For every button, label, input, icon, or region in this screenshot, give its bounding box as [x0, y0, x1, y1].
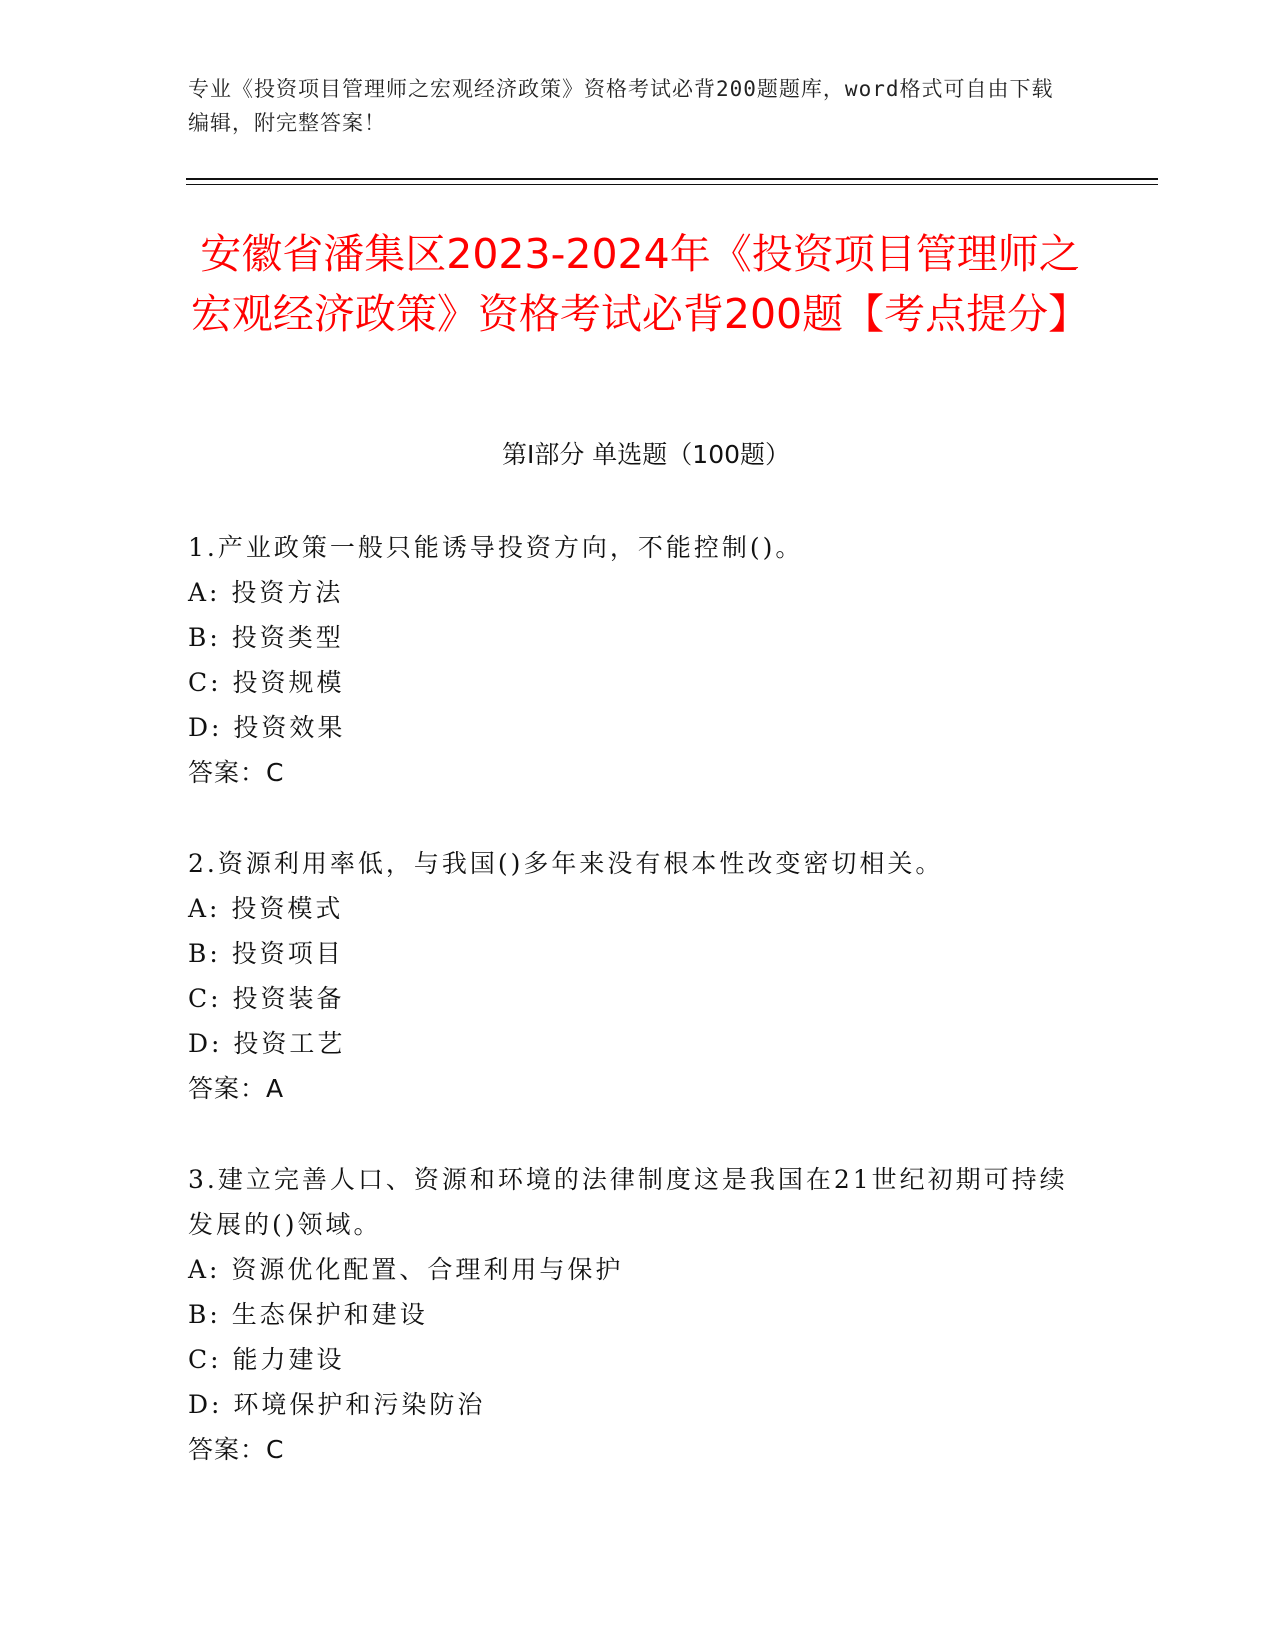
section-heading: 第Ⅰ部分 单选题（100题）	[501, 440, 791, 469]
option-c: C: 投资规模	[188, 668, 345, 697]
header-divider-thin	[186, 184, 1158, 185]
option-c: C: 投资装备	[188, 984, 345, 1013]
option-b: B: 投资项目	[188, 939, 344, 968]
header-divider-thick	[186, 178, 1158, 180]
option-a: A: 投资方法	[188, 578, 344, 607]
question-stem: 2.资源利用率低，与我国()多年来没有根本性改变密切相关。	[188, 849, 944, 878]
question-2	[188, 841, 1088, 1111]
option-d: D: 投资工艺	[188, 1029, 346, 1058]
option-a: A: 投资模式	[188, 894, 344, 923]
question-stem: 3.建立完善人口、资源和环境的法律制度这是我国在21世纪初期可持续发展的()领域。	[188, 1165, 1068, 1239]
header-note: 专业《投资项目管理师之宏观经济政策》资格考试必背200题题库，word格式可自由下载编辑，附完整答案！	[188, 77, 1054, 135]
answer: 答案：A	[188, 1074, 285, 1103]
option-b: B: 生态保护和建设	[188, 1300, 428, 1329]
option-b: B: 投资类型	[188, 623, 344, 652]
option-d: D: 环境保护和污染防治	[188, 1390, 486, 1419]
option-a: A: 资源优化配置、合理利用与保护	[188, 1255, 624, 1284]
question-3	[188, 1157, 1088, 1472]
document-title: 安徽省潘集区2023-2024年《投资项目管理师之宏观经济政策》资格考试必背200题【考点提分】	[190, 230, 1090, 338]
question-1	[188, 525, 1088, 795]
answer: 答案：C	[188, 758, 285, 787]
question-stem: 1.产业政策一般只能诱导投资方向，不能控制()。	[188, 533, 804, 562]
option-d: D: 投资效果	[188, 713, 346, 742]
option-c: C: 能力建设	[188, 1345, 345, 1374]
answer: 答案：C	[188, 1435, 285, 1464]
